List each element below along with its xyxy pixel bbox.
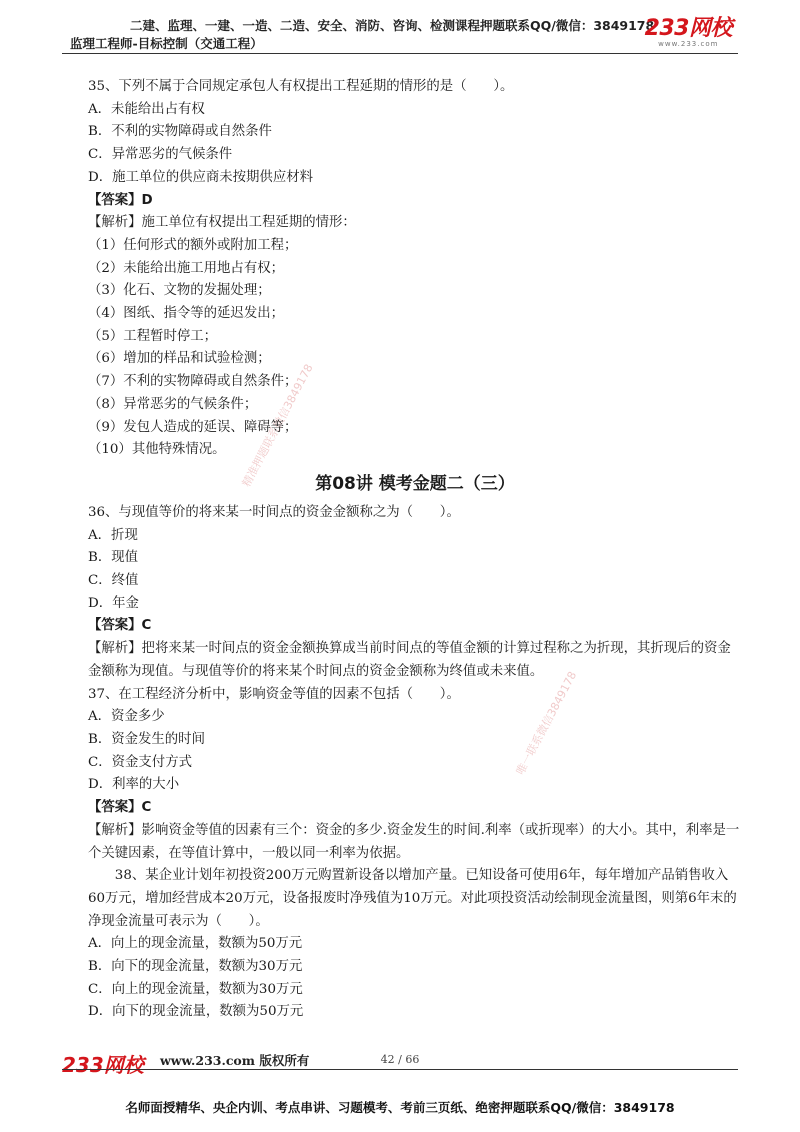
question-36-block: [88, 502, 742, 684]
header-divider: [62, 53, 738, 54]
q38-option-b: B．向下的现金流量，数额为30万元: [88, 959, 303, 975]
q35-option-b: B．不利的实物障碍或自然条件: [88, 124, 272, 140]
q38-option-a: A．向上的现金流量，数额为50万元: [88, 936, 303, 952]
q37-option-d: D．利率的大小: [88, 777, 180, 793]
footer-contact-line: 名师面授精华、央企内训、考点串讲、习题模考、考前三页纸、绝密押题联系QQ/微信：3849178: [125, 1100, 675, 1115]
footer-brand-logo: 233网校: [62, 1053, 144, 1077]
q35-analysis-item: （1）任何形式的额外或附加工程；: [88, 237, 298, 253]
header-contact-line: 二建、监理、一建、一造、二造、安全、消防、咨询、检测课程押题联系QQ/微信：3849178: [130, 18, 655, 33]
q35-analysis-item: （3）化石、文物的发掘处理；: [88, 283, 271, 299]
q35-analysis-item: （6）增加的样品和试验检测；: [88, 351, 271, 367]
q36-option-b: B．现值: [88, 550, 139, 566]
q37-analysis: 【解析】影响资金等值的因素有三个：资金的多少.资金发生的时间.利率（或折现率）的大小。其中，利率是一个关键因素，在等值计算中，一般以同一利率为依据。: [88, 822, 740, 861]
q37-option-c: C．资金支付方式: [88, 754, 192, 770]
q36-option-c: C．终值: [88, 573, 139, 589]
q35-answer: 【答案】D: [88, 192, 153, 208]
question-35-block: [88, 76, 742, 462]
question-37-block: [88, 684, 742, 866]
q35-analysis-item: （4）图纸、指令等的延迟发出；: [88, 306, 284, 322]
brand-logo: [645, 18, 732, 48]
q35-analysis-item: （2）未能给出施工用地占有权；: [88, 260, 284, 276]
q37-stem: 37、在工程经济分析中，影响资金等值的因素不包括（ ）。: [88, 686, 460, 702]
page-number: 42 / 66: [380, 1053, 420, 1066]
document-subtitle: 监理工程师-目标控制（交通工程）: [70, 36, 263, 51]
q36-option-a: A．折现: [88, 527, 138, 543]
q36-stem: 36、与现值等价的将来某一时间点的资金金额称之为（ ）。: [88, 504, 460, 520]
q37-answer: 【答案】C: [88, 800, 152, 816]
brand-logo-url: www.233.com: [658, 40, 719, 48]
q36-answer: 【答案】C: [88, 618, 152, 634]
q35-analysis-item: （7）不利的实物障碍或自然条件；: [88, 374, 298, 390]
footer-copyright: www.233.com 版权所有: [160, 1053, 310, 1068]
q35-option-d: D．施工单位的供应商未按期供应材料: [88, 169, 313, 185]
q35-analysis-item: （5）工程暂时停工；: [88, 328, 218, 344]
q38-option-c: C．向上的现金流量，数额为30万元: [88, 981, 303, 997]
q36-analysis: 【解析】把将来某一时间点的资金金额换算成当前时间点的等值金额的计算过程称之为折现，其折现后的资金金额称为现值。与现值等价的将来某个时间点的资金金额称为终值或未来值。: [88, 641, 731, 679]
brand-logo-text: 233网校: [644, 16, 732, 41]
document-body: [88, 76, 742, 1024]
q35-analysis-item: （10）其他特殊情况。: [88, 442, 226, 458]
q35-analysis-intro: 【解析】施工单位有权提出工程延期的情形：: [88, 215, 356, 231]
q37-option-b: B．资金发生的时间: [88, 731, 205, 747]
lecture-heading: 第08讲 模考金题二（三）: [315, 473, 515, 494]
q38-option-d: D．向下的现金流量，数额为50万元: [88, 1004, 304, 1020]
watermark-1: 精准押题联系微信3849178: [239, 361, 316, 490]
q35-stem: 35、下列不属于合同规定承包人有权提出工程延期的情形的是（ ）。: [88, 79, 514, 94]
q38-stem: 38、某企业计划年初投资200万元购置新设备以增加产量。已知设备可使用6年，每年增加产品销售收入60万元，增加经营成本20万元，设备报废时净残值为10万元。对此项投资活动绘制现金流量图，则第6年末的净现金流量可表示为（ ）。: [88, 868, 737, 929]
q36-option-d: D．年金: [88, 595, 139, 611]
q35-option-c: C．异常恶劣的气候条件: [88, 147, 233, 163]
watermark-2: 唯一联系微信3849178: [513, 669, 580, 778]
footer-divider: [62, 1069, 738, 1070]
q35-analysis-item: （8）异常恶劣的气候条件；: [88, 396, 258, 412]
question-38-block: [88, 865, 742, 1024]
q37-option-a: A．资金多少: [88, 709, 165, 725]
q35-analysis-item: （9）发包人造成的延误、障碍等；: [88, 419, 298, 435]
q35-option-a: A．未能给出占有权: [88, 101, 205, 117]
